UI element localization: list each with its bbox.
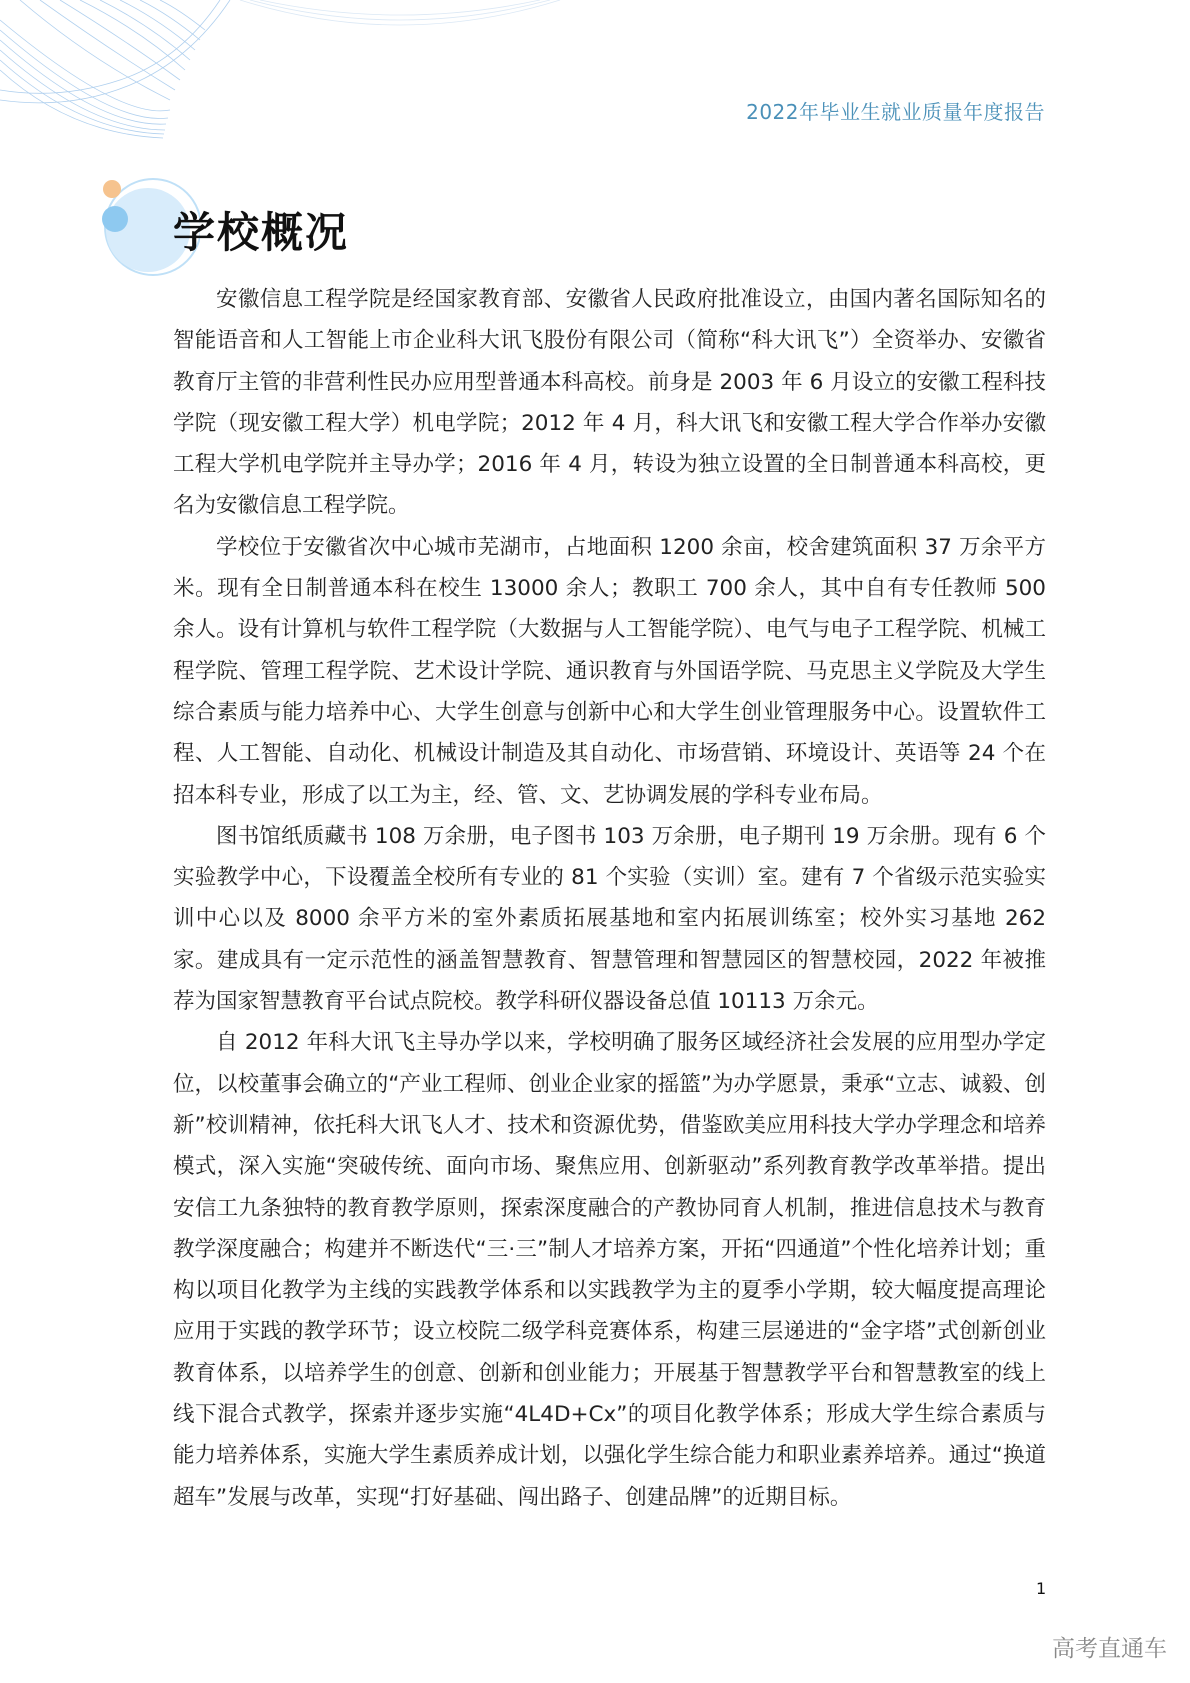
section-title: 学校概况 xyxy=(173,208,350,257)
body-text xyxy=(173,279,1046,1518)
report-header-title: 2022年毕业生就业质量年度报告 xyxy=(746,100,1045,124)
wave-lines-decoration xyxy=(0,0,700,140)
watermark: 高考直通车 xyxy=(1052,1636,1167,1662)
paragraph: 学校位于安徽省次中心城市芜湖市，占地面积 1200 余亩，校舍建筑面积 37 万余平方米。现有全日制普通本科在校生 13000 余人；教职工 700 余人，其中自有专任教师 500 余人。设有计算机与软件工程学院（大数据与人工智能学院）、电气与电子工程学院、机械工程学院、管理工程学院、艺术设计学院、通识教育与外国语学院、马克思主义学院及大学生综合素质与能力培养中心、大学生创意与创新中心和大学生创业管理服务中心。设置软件工程、人工智能、自动化、机械设计制造及其自动化、市场营销、环境设计、英语等 24 个在招本科专业，形成了以工为主，经、管、文、艺协调发展的学科专业布局。 xyxy=(173,534,1046,808)
paragraph: 安徽信息工程学院是经国家教育部、安徽省人民政府批准设立，由国内著名国际知名的智能语音和人工智能上市企业科大讯飞股份有限公司（简称“科大讯飞”）全资举办、安徽省教育厅主管的非营利性民办应用型普通本科高校。前身是 2003 年 6 月设立的安徽工程科技学院（现安徽工程大学）机电学院；2012 年 4 月，科大讯飞和安徽工程大学合作举办安徽工程大学机电学院并主导办学；2016 年 4 月，转设为独立设置的全日制普通本科高校，更名为安徽信息工程学院。 xyxy=(173,287,1046,519)
page-number: 1 xyxy=(1036,1579,1047,1598)
paragraph: 图书馆纸质藏书 108 万余册，电子图书 103 万余册，电子期刊 19 万余册。现有 6 个实验教学中心，下设覆盖全校所有专业的 81 个实验（实训）室。建有 7 个省级示范实验实训中心以及 8000 余平方米的室外素质拓展基地和室内拓展训练室；校外实习基地 262 家。建成具有一定示范性的涵盖智慧教育、智慧管理和智慧园区的智慧校园，2022 年被推荐为国家智慧教育平台试点院校。教学科研仪器设备总值 10113 万余元。 xyxy=(173,823,1046,1015)
paragraph: 自 2012 年科大讯飞主导办学以来，学校明确了服务区域经济社会发展的应用型办学定位，以校董事会确立的“产业工程师、创业企业家的摇篮”为办学愿景，秉承“立志、诚毅、创新”校训精神，依托科大讯飞人才、技术和资源优势，借鉴欧美应用科技大学办学理念和培养模式，深入实施“突破传统、面向市场、聚焦应用、创新驱动”系列教育教学改革举措。提出安信工九条独特的教育教学原则，探索深度融合的产教协同育人机制，推进信息技术与教育教学深度融合；构建并不断迭代“三·三”制人才培养方案，开拓“四通道”个性化培养计划；重构以项目化教学为主线的实践教学体系和以实践教学为主的夏季小学期，较大幅度提高理论应用于实践的教学环节；设立校院二级学科竞赛体系，构建三层递进的“金字塔”式创新创业教育体系，以培养学生的创意、创新和创业能力；开展基于智慧教学平台和智慧教室的线上线下混合式教学，探索并逐步实施“4L4D+Cx”的项目化教学体系；形成大学生综合素质与能力培养体系，实施大学生素质养成计划，以强化学生综合能力和职业素养培养。通过“换道超车”发展与改革，实现“打好基础、闯出路子、创建品牌”的近期目标。 xyxy=(173,1030,1046,1510)
